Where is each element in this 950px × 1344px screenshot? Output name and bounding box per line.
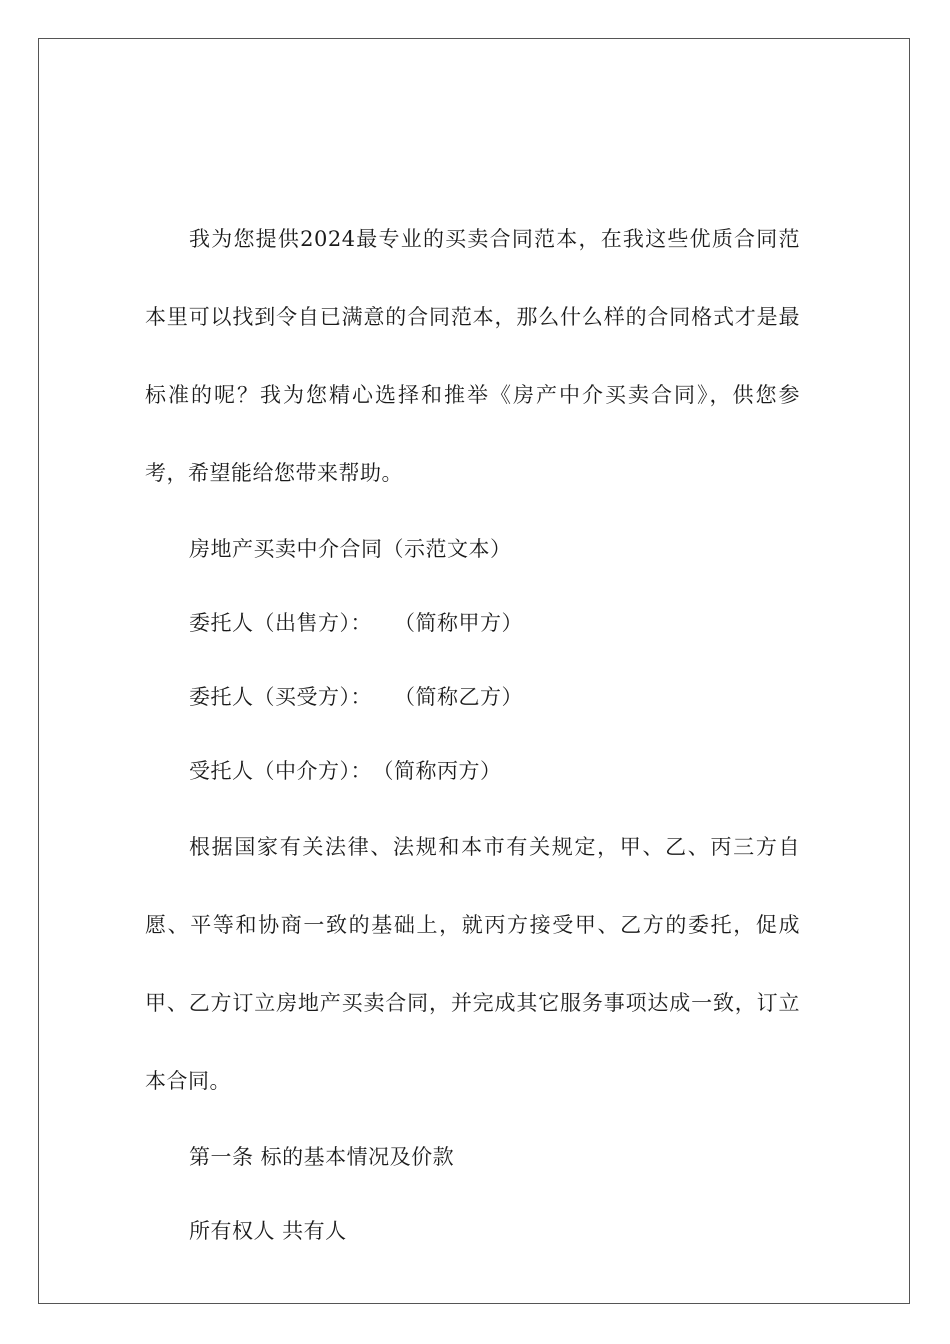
buyer-party-line: 委托人（买受方）： （简称乙方）	[189, 685, 523, 709]
seller-party-line: 委托人（出售方）： （简称甲方）	[189, 611, 523, 635]
contract-title: 房地产买卖中介合同（示范文本）	[189, 537, 512, 561]
preamble-paragraph: 根据国家有关法律、法规和本市有关规定，甲、乙、丙三方自愿、平等和协商一致的基础上，就丙方接受甲、乙方的委托，促成甲、乙方订立房地产买卖合同，并完成其它服务事项达成一致，订立本合同。	[145, 835, 800, 1093]
intro-paragraph: 我为您提供2024最专业的买卖合同范本，在我这些优质合同范本里可以找到令自已满意的合同范本，那么什么样的合同格式才是最标准的呢？我为您精心选择和推举《房产中介买卖合同》，供您参考，希望能给您带来帮助。	[145, 227, 800, 485]
article-one-heading: 第一条 标的基本情况及价款	[189, 1145, 455, 1169]
agent-party-line: 受托人（中介方）： （简称丙方）	[189, 759, 502, 783]
owner-line: 所有权人 共有人	[189, 1219, 347, 1243]
document-body	[145, 200, 800, 1268]
